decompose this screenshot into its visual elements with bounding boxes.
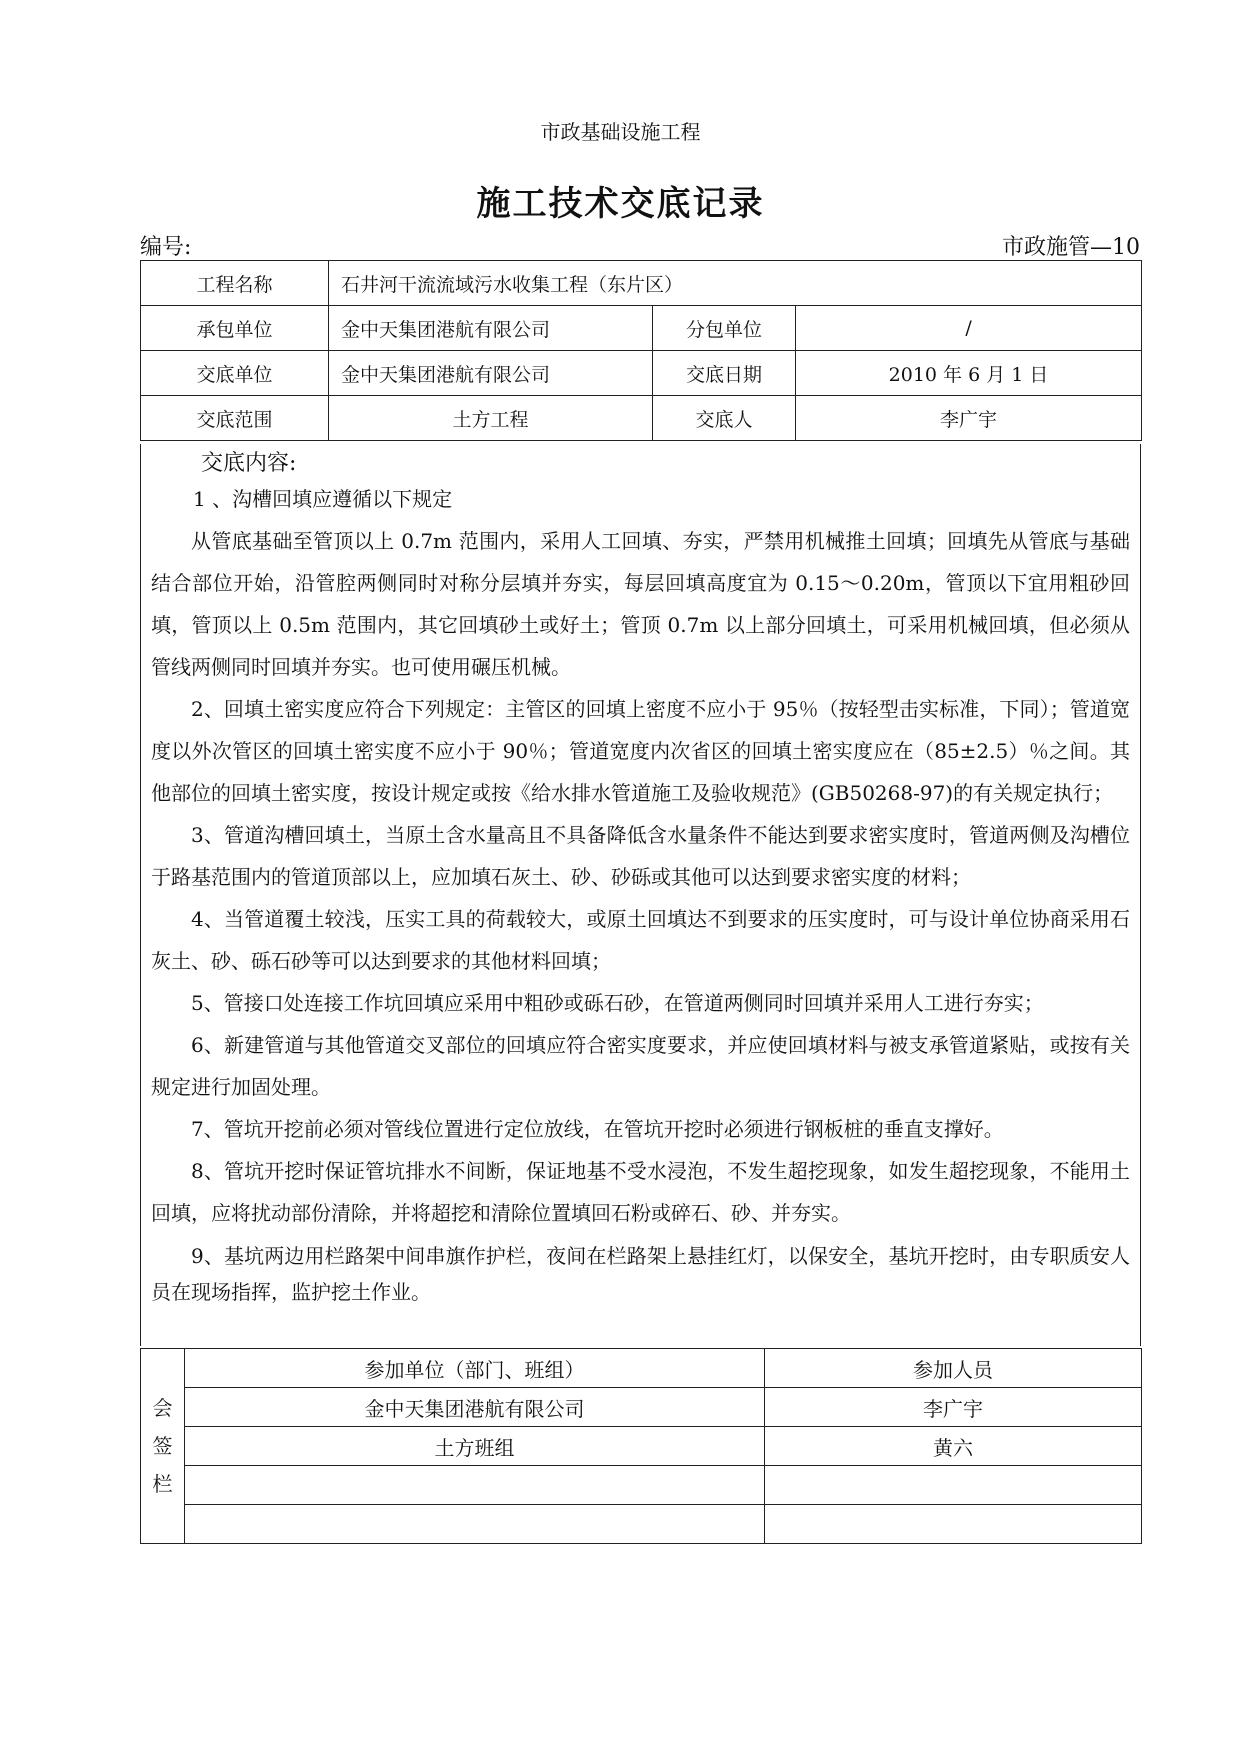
brief-content-heading: 交底内容: xyxy=(201,451,297,476)
content-item-1: 1 、沟槽回填应遵循以下规定 xyxy=(193,487,453,511)
sign-col-people: 参加人员 xyxy=(765,1349,1142,1388)
info-row-brief-unit xyxy=(141,351,1142,396)
sign-person-cell xyxy=(765,1466,1142,1505)
sign-header-row xyxy=(141,1349,1142,1388)
info-table xyxy=(140,260,1142,441)
brief-unit-label: 交底单位 xyxy=(141,351,329,396)
info-row-brief-scope xyxy=(141,396,1142,441)
content-item-8: 8、管坑开挖时保证管坑排水不间断，保证地基不受水浸泡，不发生超挖现象，如发生超挖现象，不能用土回填，应将扰动部份清除，并将超挖和清除位置填回石粉或碎石、砂、并夯实。 xyxy=(151,1159,1130,1225)
content-item-2: 2、回填土密实度应符合下列规定：主管区的回填上密度不应小于 95％（按轻型击实标准，下同）；管道宽度以外次管区的回填土密实度不应小于 90％；管道宽度内次省区的回填土密实度应在（85±2.5）％之间。其他部位的回填土密实度，按设计规定或按《给水排水管道施工及验收规范》(GB50268-97)的有关规定执行； xyxy=(151,697,1130,805)
briefer-label: 交底人 xyxy=(653,396,796,441)
brief-scope-label: 交底范围 xyxy=(141,396,329,441)
project-name-value: 石井河干流流域污水收集工程（东片区） xyxy=(329,261,1142,306)
sign-side-label-text: 会签栏 xyxy=(152,1396,173,1496)
brief-scope-value: 土方工程 xyxy=(329,396,653,441)
content-item-4: 4、当管道覆土较浅，压实工具的荷载较大，或原土回填达不到要求的压实度时，可与设计单位协商采用石灰土、砂、砾石砂等可以达到要求的其他材料回填； xyxy=(151,907,1130,973)
subcontractor-value: / xyxy=(796,306,1142,351)
document-subtitle: 市政基础设施工程 xyxy=(540,120,701,144)
project-name-label: 工程名称 xyxy=(141,261,329,306)
content-item-5: 5、管接口处连接工作坑回填应采用中粗砂或砾石砂，在管道两侧同时回填并采用人工进行夯实； xyxy=(191,991,1044,1015)
brief-unit-value: 金中天集团港航有限公司 xyxy=(329,351,653,396)
sign-unit-cell xyxy=(185,1505,765,1544)
briefer-value: 李广宇 xyxy=(796,396,1142,441)
content-item-6: 6、新建管道与其他管道交叉部位的回填应符合密实度要求，并应使回填材料与被支承管道紧贴，或按有关规定进行加固处理。 xyxy=(151,1033,1130,1099)
sign-unit-cell: 金中天集团港航有限公司 xyxy=(185,1388,765,1427)
contractor-label: 承包单位 xyxy=(141,306,329,351)
sign-unit-cell xyxy=(185,1466,765,1505)
brief-content-body xyxy=(151,478,1130,1310)
brief-content-box xyxy=(140,444,1141,1346)
content-item-1-detail: 从管底基础至管顶以上 0.7m 范围内，采用人工回填、夯实，严禁用机械推土回填；回填先从管底与基础结合部位开始，沿管腔两侧同时对称分层填并夯实，每层回填高度宜为 0.15～0.20m，管顶以下宜用粗砂回填，管顶以上 0.5m 范围内，其它回填砂土或好土；管顶 0.7m 以上部分回填土，可采用机械回填，但必须从管线两侧同时回填并夯实。也可使用碾压机械。 xyxy=(151,529,1130,679)
document-title: 施工技术交底记录 xyxy=(476,184,765,224)
sign-person-cell: 李广宇 xyxy=(765,1388,1142,1427)
sign-col-unit: 参加单位（部门、班组） xyxy=(185,1349,765,1388)
sign-table xyxy=(140,1348,1142,1544)
content-item-3: 3、管道沟槽回填土，当原土含水量高且不具备降低含水量条件不能达到要求密实度时，管道两侧及沟槽位于路基范围内的管道顶部以上，应加填石灰土、砂、砂砾或其他可以达到要求密实度的材料； xyxy=(151,823,1130,889)
brief-date-label: 交底日期 xyxy=(653,351,796,396)
sign-side-label xyxy=(141,1349,185,1544)
sign-row xyxy=(141,1466,1142,1505)
sign-person-cell xyxy=(765,1505,1142,1544)
sign-row xyxy=(141,1388,1142,1427)
subcontractor-label: 分包单位 xyxy=(653,306,796,351)
number-label: 编号: xyxy=(140,235,192,260)
sign-unit-cell: 土方班组 xyxy=(185,1427,765,1466)
info-row-contractor xyxy=(141,306,1142,351)
brief-date-value: 2010 年 6 月 1 日 xyxy=(796,351,1142,396)
sign-person-cell: 黄六 xyxy=(765,1427,1142,1466)
number-value: 市政施管—10 xyxy=(1002,235,1140,260)
content-item-9: 9、基坑两边用栏路架中间串旗作护栏，夜间在栏路架上悬挂红灯，以保安全，基坑开挖时，由专职质安人员在现场指挥，监护挖土作业。 xyxy=(151,1244,1130,1304)
sign-row xyxy=(141,1427,1142,1466)
number-line xyxy=(140,230,1140,261)
contractor-value: 金中天集团港航有限公司 xyxy=(329,306,653,351)
info-row-project xyxy=(141,261,1142,306)
content-item-7: 7、管坑开挖前必须对管线位置进行定位放线，在管坑开挖时必须进行钢板桩的垂直支撑好。 xyxy=(191,1117,1004,1141)
sign-row xyxy=(141,1505,1142,1544)
